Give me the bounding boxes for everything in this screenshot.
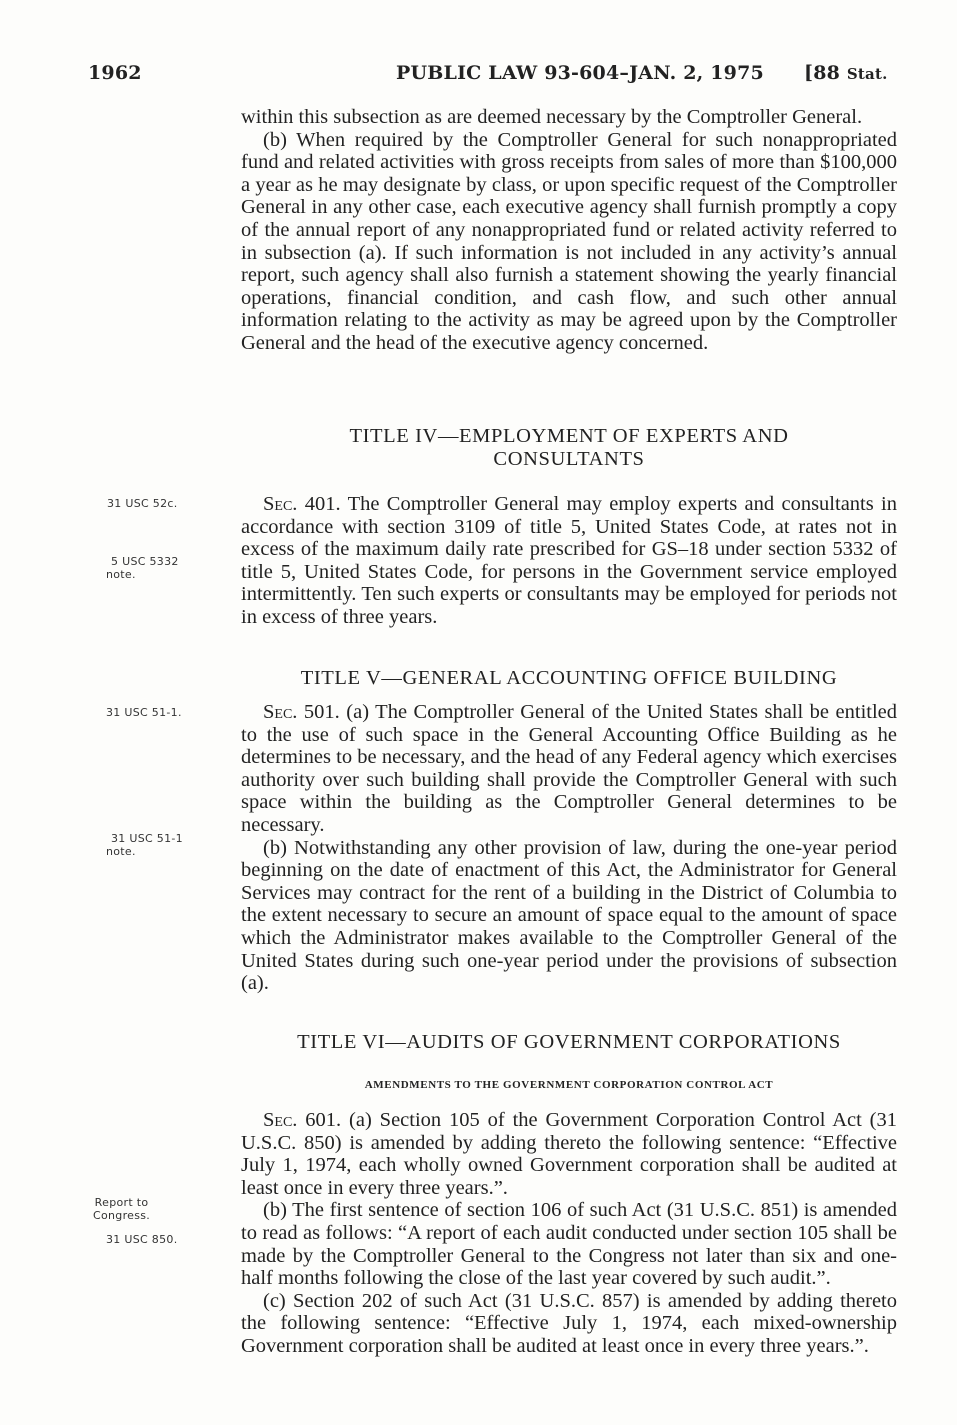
margin-note-31-usc-850: 31 USC 850. bbox=[106, 1233, 178, 1246]
statute-label: Stat. bbox=[846, 65, 888, 83]
title-vi-subheading: AMENDMENTS TO THE GOVERNMENT CORPORATION CONTROL ACT bbox=[364, 1079, 774, 1091]
section-401-text: The Comptroller General may employ experts and consultants in accordance with section 3109 of title 5, United States Code, at rates not in excess of the maximum daily rate prescribed for GS–18 under section 5332 of title 5, United States Code, for persons in the Government service employed intermittently. Ten such experts or consultants may be employed for periods not in excess of three years. bbox=[241, 493, 897, 628]
margin-note-line: Congress. bbox=[93, 1209, 151, 1222]
margin-note-line: note. bbox=[106, 845, 136, 858]
title-iv-line2: CONSULTANTS bbox=[493, 448, 645, 470]
margin-note-line: Report to bbox=[94, 1196, 149, 1209]
section-601-b: (b) The first sentence of section 106 of such Act (31 U.S.C. 851) is amended to read as follows: “A report of each audit conducted under section 105 shall be made by the Comptroller General to the Congress not later than six and one-half months following the close of the last year covered by such audit.”. bbox=[241, 1199, 897, 1290]
statute-reference bbox=[804, 62, 888, 84]
paragraph-continuation: within this subsection as are deemed necessary by the Comptroller General. bbox=[241, 106, 863, 128]
title-vi-heading bbox=[241, 1031, 897, 1054]
section-501-label: Sec. 501. bbox=[263, 701, 340, 723]
title-vi-line: TITLE VI—AUDITS OF GOVERNMENT CORPORATIONS bbox=[297, 1031, 841, 1053]
margin-note-line: 5 USC 5332 bbox=[111, 555, 179, 568]
section-601 bbox=[241, 1109, 897, 1358]
title-iv-heading bbox=[241, 425, 897, 471]
margin-note-line: 31 USC 51-1 bbox=[111, 832, 183, 845]
page-number: 1962 bbox=[88, 62, 142, 84]
section-401 bbox=[241, 493, 897, 629]
section-501 bbox=[241, 701, 897, 995]
section-501-b: (b) Notwithstanding any other provision of law, during the one-year period beginning on the date of enactment of this Act, the Administrator for General Services may contract for the rent of a building in the District of Columbia to the extent necessary to secure an amount of space equal to the amount of space which the Administrator makes available to the Comptroller General of the United States during such one-year period under the provisions of subsection (a). bbox=[241, 836, 897, 995]
statute-number: [88 bbox=[804, 62, 847, 84]
section-601-text: (a) Section 105 of the Government Corporation Control Act (31 U.S.C. 850) is amended by adding thereto the following sentence: “Effective July 1, 1974, each wholly owned Government corporation shall be audited at least once in every three years.”. bbox=[241, 1109, 897, 1199]
section-401-label: Sec. 401. bbox=[263, 493, 341, 515]
margin-note-5-usc-5332 bbox=[106, 555, 179, 581]
section-501-text: (a) The Comptroller General of the United States shall be entitled to the use of such space in the General Accounting Office Building as he determines to be necessary, and the head of any Federal agency which exercises authority over such building shall provide the Comptroller General with such space within the building as the Comptroller General determines to be necessary. bbox=[241, 701, 898, 836]
opening-text bbox=[241, 106, 897, 355]
title-v-heading bbox=[241, 667, 897, 690]
margin-note-31-usc-51-1: 31 USC 51-1. bbox=[106, 706, 182, 719]
running-title: PUBLIC LAW 93-604–JAN. 2, 1975 bbox=[396, 62, 764, 84]
section-601-c: (c) Section 202 of such Act (31 U.S.C. 857) is amended by adding thereto the following sentence: “Effective July 1, 1974, each mixed-ownership Government corporation shall be audited at least once in every three years.”. bbox=[241, 1289, 897, 1357]
margin-note-line: note. bbox=[106, 568, 136, 581]
paragraph-b: (b) When required by the Comptroller General for such nonappropriated fund and related activities with gross receipts from sales of more than $100,000 a year as he may designate by class, or upon specific request of the Comptroller General in any other case, each executive agency shall furnish promptly a copy of the annual report of any nonappropriated fund or related activity referred to in subsection (a). If such information is not included in any activity’s annual report, such agency shall also furnish a statement showing the yearly financial operations, financial condition, and cash flow, and such other annual information relating to the activity as may be agreed upon by the Comptroller General and the head of the executive agency concerned. bbox=[241, 128, 897, 354]
title-v-line: TITLE V—GENERAL ACCOUNTING OFFICE BUILDING bbox=[300, 667, 838, 689]
margin-note-31-usc-52c: 31 USC 52c. bbox=[107, 497, 178, 510]
section-601-label: Sec. 601. bbox=[263, 1109, 342, 1131]
margin-note-report-to-congress bbox=[93, 1196, 150, 1222]
title-iv-line1: TITLE IV—EMPLOYMENT OF EXPERTS AND bbox=[349, 425, 789, 447]
margin-note-31-usc-51-1-note bbox=[106, 832, 183, 858]
